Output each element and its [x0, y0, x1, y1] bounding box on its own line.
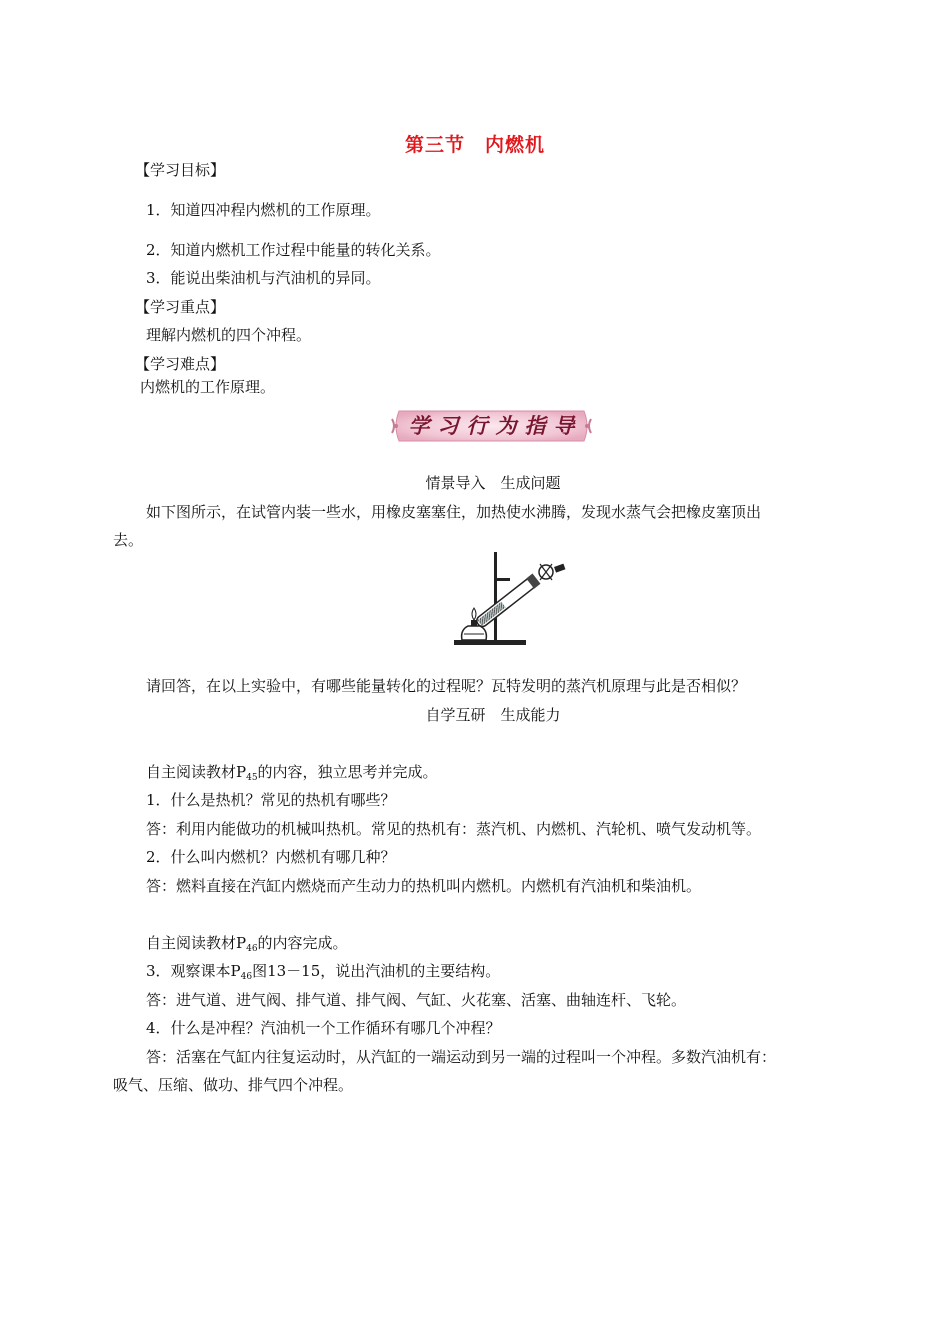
objectives-heading: 【学习目标】: [135, 161, 226, 179]
q3-pre: 3．观察课本P: [146, 962, 241, 980]
read1-page: 45: [246, 773, 258, 783]
read2-pre: 自主阅读教材P: [146, 934, 247, 952]
question-3: [146, 961, 500, 987]
test-tube-apparatus-illustration: [450, 550, 570, 650]
objective-item-2: 2．知道内燃机工作过程中能量的转化关系。: [146, 241, 441, 259]
answer-4-line1: 答：活塞在气缸内往复运动时，从汽缸的一端运动到另一端的过程叫一个冲程。多数汽油机有：: [146, 1048, 777, 1066]
banner-text: 学习行为指导: [408, 414, 583, 438]
page-title: 第三节 内燃机: [404, 134, 545, 156]
section1-intro-line2: 去。: [113, 531, 144, 549]
key-points-heading: 【学习重点】: [135, 298, 226, 316]
read-instruction-2: [146, 933, 348, 959]
objective-item-1: 1．知道四冲程内燃机的工作原理。: [146, 201, 381, 219]
read2-page: 46: [246, 944, 258, 954]
q3-post: 图13－15，说出汽油机的主要结构。: [252, 962, 501, 980]
section1-question: 请回答，在以上实验中，有哪些能量转化的过程呢？瓦特发明的蒸汽机原理与此是否相似？: [146, 677, 747, 695]
answer-3: 答：进气道、进气阀、排气道、排气阀、气缸、火花塞、活塞、曲轴连杆、飞轮。: [146, 991, 687, 1009]
guidance-banner: [389, 405, 594, 447]
read1-post: 的内容，独立思考并完成。: [257, 763, 438, 781]
question-1: 1．什么是热机？常见的热机有哪些？: [146, 791, 396, 809]
read2-post: 的内容完成。: [257, 934, 348, 952]
difficulties-heading: 【学习难点】: [135, 355, 226, 373]
answer-2: 答：燃料直接在汽缸内燃烧而产生动力的热机叫内燃机。内燃机有汽油机和柴油机。: [146, 877, 702, 895]
read1-pre: 自主阅读教材P: [146, 763, 247, 781]
key-points-text: 理解内燃机的四个冲程。: [146, 326, 312, 344]
read-instruction-1: [146, 762, 438, 788]
answer-4-line2: 吸气、压缩、做功、排气四个冲程。: [113, 1076, 354, 1094]
question-2: 2．什么叫内燃机？内燃机有哪几种？: [146, 848, 396, 866]
answer-1: 答：利用内能做功的机械叫热机。常见的热机有：蒸汽机、内燃机、汽轮机、喷气发动机等。: [146, 820, 762, 838]
section1-heading: 情景导入 生成问题: [425, 474, 561, 492]
q3-page: 46: [240, 972, 253, 982]
section2-heading: 自学互研 生成能力: [425, 706, 561, 724]
question-4: 4．什么是冲程？汽油机一个工作循环有哪几个冲程？: [146, 1019, 501, 1037]
section1-intro-line1: 如下图所示，在试管内装一些水，用橡皮塞塞住，加热使水沸腾，发现水蒸气会把橡皮塞顶出: [146, 503, 762, 521]
objective-item-3: 3．能说出柴油机与汽油机的异同。: [146, 269, 381, 287]
difficulties-text: 内燃机的工作原理。: [140, 378, 276, 396]
